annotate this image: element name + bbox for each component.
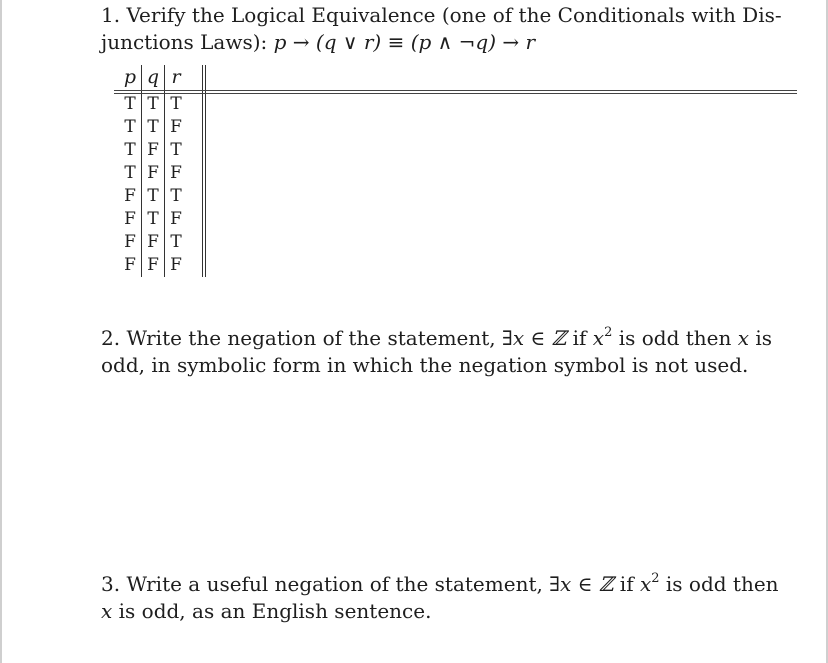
question-2-then: is odd then: [612, 326, 738, 350]
question-3-quantifier: ∃x ∈ ℤ: [549, 572, 614, 596]
question-3-var: x: [639, 572, 652, 596]
question-3-text: Write a useful negation of the statement,: [126, 572, 550, 596]
truth-table-cell: T: [147, 117, 159, 137]
question-1-formula: p → (q ∨ r) ≡ (p ∧ ¬q) → r: [273, 30, 536, 54]
question-2-text-line2: odd, in symbolic form in which the negation symbol is not used.: [101, 353, 749, 377]
question-2: [101, 325, 791, 379]
question-2-quantifier: ∃x ∈ ℤ: [502, 326, 567, 350]
question-3-text-line2: is odd, as an English sentence.: [112, 599, 432, 623]
truth-table-cell: F: [147, 232, 159, 252]
truth-table-cell: T: [124, 140, 136, 160]
question-1: [101, 2, 791, 56]
question-2-var: x: [592, 326, 605, 350]
truth-table-cell: F: [124, 255, 136, 275]
question-1-text-line1: Verify the Logical Equivalence (one of the Conditionals with Dis-: [126, 3, 782, 27]
question-2-exponent: 2: [604, 325, 613, 340]
truth-table-header-r: r: [171, 66, 181, 88]
truth-table-cell: F: [170, 255, 182, 275]
truth-table-column-rule: [141, 65, 142, 277]
truth-table-cell: F: [147, 163, 159, 183]
truth-table-cell: T: [170, 140, 182, 160]
truth-table-header-p: p: [123, 66, 137, 88]
page-left-border: [0, 0, 2, 663]
question-2-if: if: [566, 326, 593, 350]
truth-table-cell: F: [147, 140, 159, 160]
truth-table-header-rule: [114, 93, 797, 94]
question-2-is: is: [749, 326, 773, 350]
truth-table-cell: T: [124, 163, 136, 183]
truth-table-column-rule: [202, 65, 203, 277]
truth-table-column-rule: [164, 65, 165, 277]
truth-table-cell: F: [170, 163, 182, 183]
truth-table-cell: F: [124, 209, 136, 229]
question-1-number: 1.: [101, 3, 121, 27]
question-3: [101, 571, 791, 625]
question-2-number: 2.: [101, 326, 121, 350]
truth-table-header-q: q: [146, 66, 160, 88]
question-3-then: is odd then: [659, 572, 779, 596]
truth-table-cell: T: [147, 209, 159, 229]
truth-table-cell: T: [170, 186, 182, 206]
truth-table-cell: F: [170, 117, 182, 137]
truth-table-cell: T: [124, 117, 136, 137]
question-2-text: Write the negation of the statement,: [126, 326, 503, 350]
truth-table-header-rule: [114, 90, 797, 91]
question-2-var-2: x: [737, 326, 749, 350]
truth-table-cell: T: [170, 94, 182, 114]
truth-table-cell: T: [124, 94, 136, 114]
truth-table-cell: T: [147, 94, 159, 114]
truth-table-cell: F: [124, 232, 136, 252]
question-3-exponent: 2: [651, 571, 660, 586]
truth-table-cell: T: [170, 232, 182, 252]
truth-table-cell: F: [124, 186, 136, 206]
question-1-text-line2: junctions Laws):: [101, 30, 274, 54]
question-3-var-2: x: [101, 599, 113, 623]
question-3-number: 3.: [101, 572, 121, 596]
truth-table-cell: F: [147, 255, 159, 275]
truth-table-cell: F: [170, 209, 182, 229]
truth-table-column-rule: [205, 65, 206, 277]
truth-table-cell: T: [147, 186, 159, 206]
question-3-if: if: [613, 572, 640, 596]
